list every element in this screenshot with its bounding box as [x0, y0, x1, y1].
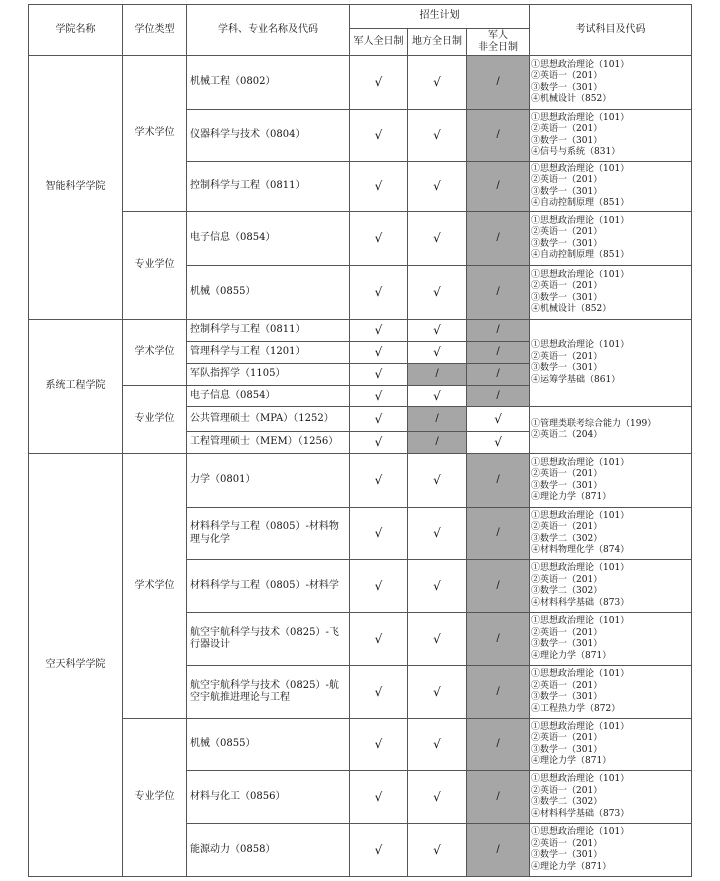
exam-line: ①管理类联考综合能力（199） — [531, 418, 657, 429]
major-name: 材料科学与工程（0805）-材料物理与化学 — [187, 508, 350, 560]
exam-subjects — [530, 454, 692, 508]
plan-military: √ — [350, 771, 408, 824]
degree-type: 专业学位 — [123, 212, 187, 320]
plan-military: √ — [350, 560, 408, 613]
major-name: 控制科学与工程（0811） — [187, 320, 350, 342]
plan-military: √ — [350, 110, 408, 162]
college-name: 系统工程学院 — [29, 320, 123, 454]
exam-line: ③数学二（302） — [531, 586, 603, 596]
header-plan-military: 军人全日制 — [350, 29, 408, 56]
major-name: 控制科学与工程（0811） — [187, 162, 350, 212]
plan-military: √ — [350, 162, 408, 212]
plan-military-part: / — [467, 613, 530, 666]
exam-line: ④机械设计（852） — [531, 304, 612, 314]
plan-military: √ — [350, 266, 408, 320]
major-name: 仪器科学与技术（0804） — [187, 110, 350, 162]
table-row — [29, 56, 692, 110]
exam-subjects — [530, 560, 692, 613]
plan-military-part: / — [467, 454, 530, 508]
plan-military-part: / — [467, 56, 530, 110]
exam-line: ①思想政治理论（101） — [531, 163, 630, 174]
header-plan-military-part-line1: 军人 — [488, 29, 509, 41]
exam-line: ②英语一（201） — [531, 227, 603, 237]
exam-line: ①思想政治理论（101） — [531, 112, 630, 123]
header-row — [29, 5, 692, 29]
exam-line: ①思想政治理论（101） — [531, 215, 630, 226]
plan-military-part: / — [467, 719, 530, 771]
college-name: 智能科学学院 — [29, 56, 123, 320]
exam-subjects — [530, 110, 692, 162]
exam-line: ③数学二（302） — [531, 533, 603, 544]
exam-line: ②英语二（204） — [531, 430, 603, 440]
exam-line: ②英语一（201） — [531, 281, 603, 291]
plan-local: √ — [408, 162, 467, 212]
exam-line: ②英语一（201） — [531, 627, 603, 638]
plan-local: √ — [408, 771, 467, 824]
plan-local: √ — [408, 386, 467, 407]
exam-subjects — [530, 771, 692, 824]
header-degree-type: 学位类型 — [123, 5, 187, 56]
plan-military: √ — [350, 454, 408, 508]
plan-military-part: / — [467, 212, 530, 266]
plan-military-part: / — [467, 824, 530, 877]
exam-line: ③数学一（301） — [531, 692, 603, 702]
plan-local: / — [408, 432, 467, 454]
plan-military-part: √ — [467, 432, 530, 454]
plan-military: √ — [350, 56, 408, 110]
header-major: 学科、专业名称及代码 — [187, 5, 350, 56]
degree-type: 学术学位 — [123, 56, 187, 212]
header-plan-military-part — [467, 29, 530, 56]
exam-subjects — [530, 666, 692, 719]
exam-line: ②英语一（201） — [531, 680, 603, 691]
exam-line: ④理论力学（871） — [531, 650, 612, 661]
exam-subjects — [530, 613, 692, 666]
header-plan: 招生计划 — [350, 5, 530, 29]
exam-line: ③数学一（301） — [531, 82, 603, 93]
table-row — [29, 454, 692, 508]
plan-military-part: / — [467, 110, 530, 162]
exam-line: ③数学一（301） — [531, 238, 603, 249]
degree-type: 学术学位 — [123, 320, 187, 386]
plan-military-part: / — [467, 320, 530, 342]
major-name: 公共管理硕士（MPA）（1252） — [187, 407, 350, 432]
plan-military: √ — [350, 320, 408, 342]
plan-local: √ — [408, 342, 467, 364]
plan-military-part: / — [467, 342, 530, 364]
major-name: 电子信息（0854） — [187, 212, 350, 266]
exam-line: ③数学一（301） — [531, 850, 603, 860]
exam-line: ①思想政治理论（101） — [531, 563, 630, 573]
exam-line: ③数学一（301） — [531, 480, 603, 491]
plan-military: √ — [350, 666, 408, 719]
degree-type: 专业学位 — [123, 386, 187, 454]
major-name: 机械（0855） — [187, 719, 350, 771]
plan-local: √ — [408, 824, 467, 877]
exam-line: ①思想政治理论（101） — [531, 510, 630, 521]
plan-military: √ — [350, 824, 408, 877]
exam-line: ④理论力学（871） — [531, 492, 612, 502]
exam-line: ②英语一（201） — [531, 733, 603, 743]
exam-line: ①思想政治理论（101） — [531, 827, 630, 837]
exam-line: ③数学二（302） — [531, 797, 603, 807]
major-name: 电子信息（0854） — [187, 386, 350, 407]
plan-military: √ — [350, 407, 408, 432]
major-name: 航空宇航科学与技术（0825）-飞行器设计 — [187, 613, 350, 666]
plan-military: √ — [350, 212, 408, 266]
plan-military-part: √ — [467, 407, 530, 432]
exam-subjects — [530, 320, 692, 407]
exam-line: ③数学一（301） — [531, 186, 603, 197]
exam-line: ④自动控制原理（851） — [531, 250, 630, 260]
header-plan-local: 地方全日制 — [408, 29, 467, 56]
major-name: 力学（0801） — [187, 454, 350, 508]
exam-line: ③数学一（301） — [531, 363, 603, 373]
degree-type: 学术学位 — [123, 454, 187, 719]
major-name: 航空宇航科学与技术（0825）-航空宇航推进理论与工程 — [187, 666, 350, 719]
exam-line: ②英语一（201） — [531, 522, 603, 532]
plan-local: √ — [408, 454, 467, 508]
plan-military-part: / — [467, 560, 530, 613]
plan-local: √ — [408, 56, 467, 110]
plan-military: √ — [350, 386, 408, 407]
exam-line: ④信号与系统（831） — [531, 147, 621, 157]
college-name: 空天科学学院 — [29, 454, 123, 877]
plan-local: √ — [408, 613, 467, 666]
exam-subjects — [530, 508, 692, 560]
exam-line: ②英语一（201） — [531, 175, 603, 185]
plan-military-part: / — [467, 266, 530, 320]
header-plan-military-part-line2: 非全日制 — [478, 42, 519, 53]
major-name: 军队指挥学（1105） — [187, 364, 350, 386]
exam-subjects — [530, 212, 692, 266]
exam-line: ①思想政治理论（101） — [531, 774, 630, 784]
exam-line: ②英语一（201） — [531, 71, 603, 81]
exam-subjects — [530, 162, 692, 212]
plan-local: √ — [408, 110, 467, 162]
plan-military-part: / — [467, 508, 530, 560]
exam-line: ③数学一（301） — [531, 639, 603, 649]
exam-line: ①思想政治理论（101） — [531, 59, 630, 70]
plan-military-part: / — [467, 771, 530, 824]
plan-military: √ — [350, 364, 408, 386]
exam-line: ③数学一（301） — [531, 135, 603, 146]
exam-subjects — [530, 266, 692, 320]
exam-line: ①思想政治理论（101） — [531, 457, 630, 468]
exam-line: ①思想政治理论（101） — [531, 269, 630, 280]
plan-military-part: / — [467, 162, 530, 212]
exam-line: ④机械设计（852） — [531, 94, 612, 104]
degree-type: 专业学位 — [123, 719, 187, 877]
plan-local: √ — [408, 212, 467, 266]
plan-military: √ — [350, 342, 408, 364]
major-name: 能源动力（0858） — [187, 824, 350, 877]
table-row — [29, 320, 692, 342]
exam-line: ②英语一（201） — [531, 351, 603, 362]
header-exam: 考试科目及代码 — [530, 5, 692, 56]
header-college: 学院名称 — [29, 5, 123, 56]
table-row — [29, 719, 692, 771]
exam-line: ①思想政治理论（101） — [531, 616, 630, 626]
plan-local: / — [408, 407, 467, 432]
major-name: 材料科学与工程（0805）-材料学 — [187, 560, 350, 613]
document-page — [28, 4, 691, 875]
major-name: 管理科学与工程（1201） — [187, 342, 350, 364]
exam-line: ④工程热力学（872） — [531, 703, 621, 714]
exam-subjects — [530, 56, 692, 110]
exam-line: ④理论力学（871） — [531, 756, 612, 766]
exam-line: ②英语一（201） — [531, 785, 603, 796]
admission-plan-table — [28, 4, 692, 877]
plan-military: √ — [350, 508, 408, 560]
exam-subjects — [530, 719, 692, 771]
exam-line: ④材料科学基础（873） — [531, 808, 630, 819]
exam-line: ①思想政治理论（101） — [531, 669, 630, 679]
plan-local: √ — [408, 508, 467, 560]
plan-military: √ — [350, 432, 408, 454]
exam-line: ④材料科学基础（873） — [531, 597, 630, 608]
exam-line: ②英语一（201） — [531, 469, 603, 479]
exam-line: ④运筹学基础（861） — [531, 374, 621, 385]
plan-local: √ — [408, 266, 467, 320]
major-name: 材料与化工（0856） — [187, 771, 350, 824]
plan-military-part: / — [467, 666, 530, 719]
exam-line: ②英语一（201） — [531, 124, 603, 134]
exam-subjects — [530, 407, 692, 454]
exam-line: ②英语一（201） — [531, 574, 603, 585]
table-row — [29, 212, 692, 266]
major-name: 工程管理硕士（MEM）（1256） — [187, 432, 350, 454]
exam-line: ③数学一（301） — [531, 292, 603, 303]
plan-local: √ — [408, 666, 467, 719]
exam-line: ②英语一（201） — [531, 838, 603, 849]
exam-line: ④理论力学（871） — [531, 861, 612, 872]
plan-military: √ — [350, 719, 408, 771]
plan-military-part: / — [467, 386, 530, 407]
plan-local: / — [408, 364, 467, 386]
exam-line: ①思想政治理论（101） — [531, 721, 630, 732]
plan-military: √ — [350, 613, 408, 666]
major-name: 机械工程（0802） — [187, 56, 350, 110]
exam-subjects — [530, 824, 692, 877]
plan-local: √ — [408, 320, 467, 342]
exam-line: ①思想政治理论（101） — [531, 340, 630, 350]
exam-line: ④材料物理化学（874） — [531, 545, 630, 555]
plan-military-part: / — [467, 364, 530, 386]
exam-line: ③数学一（301） — [531, 744, 603, 755]
exam-line: ④自动控制原理（851） — [531, 198, 630, 208]
plan-local: √ — [408, 560, 467, 613]
plan-local: √ — [408, 719, 467, 771]
major-name: 机械（0855） — [187, 266, 350, 320]
